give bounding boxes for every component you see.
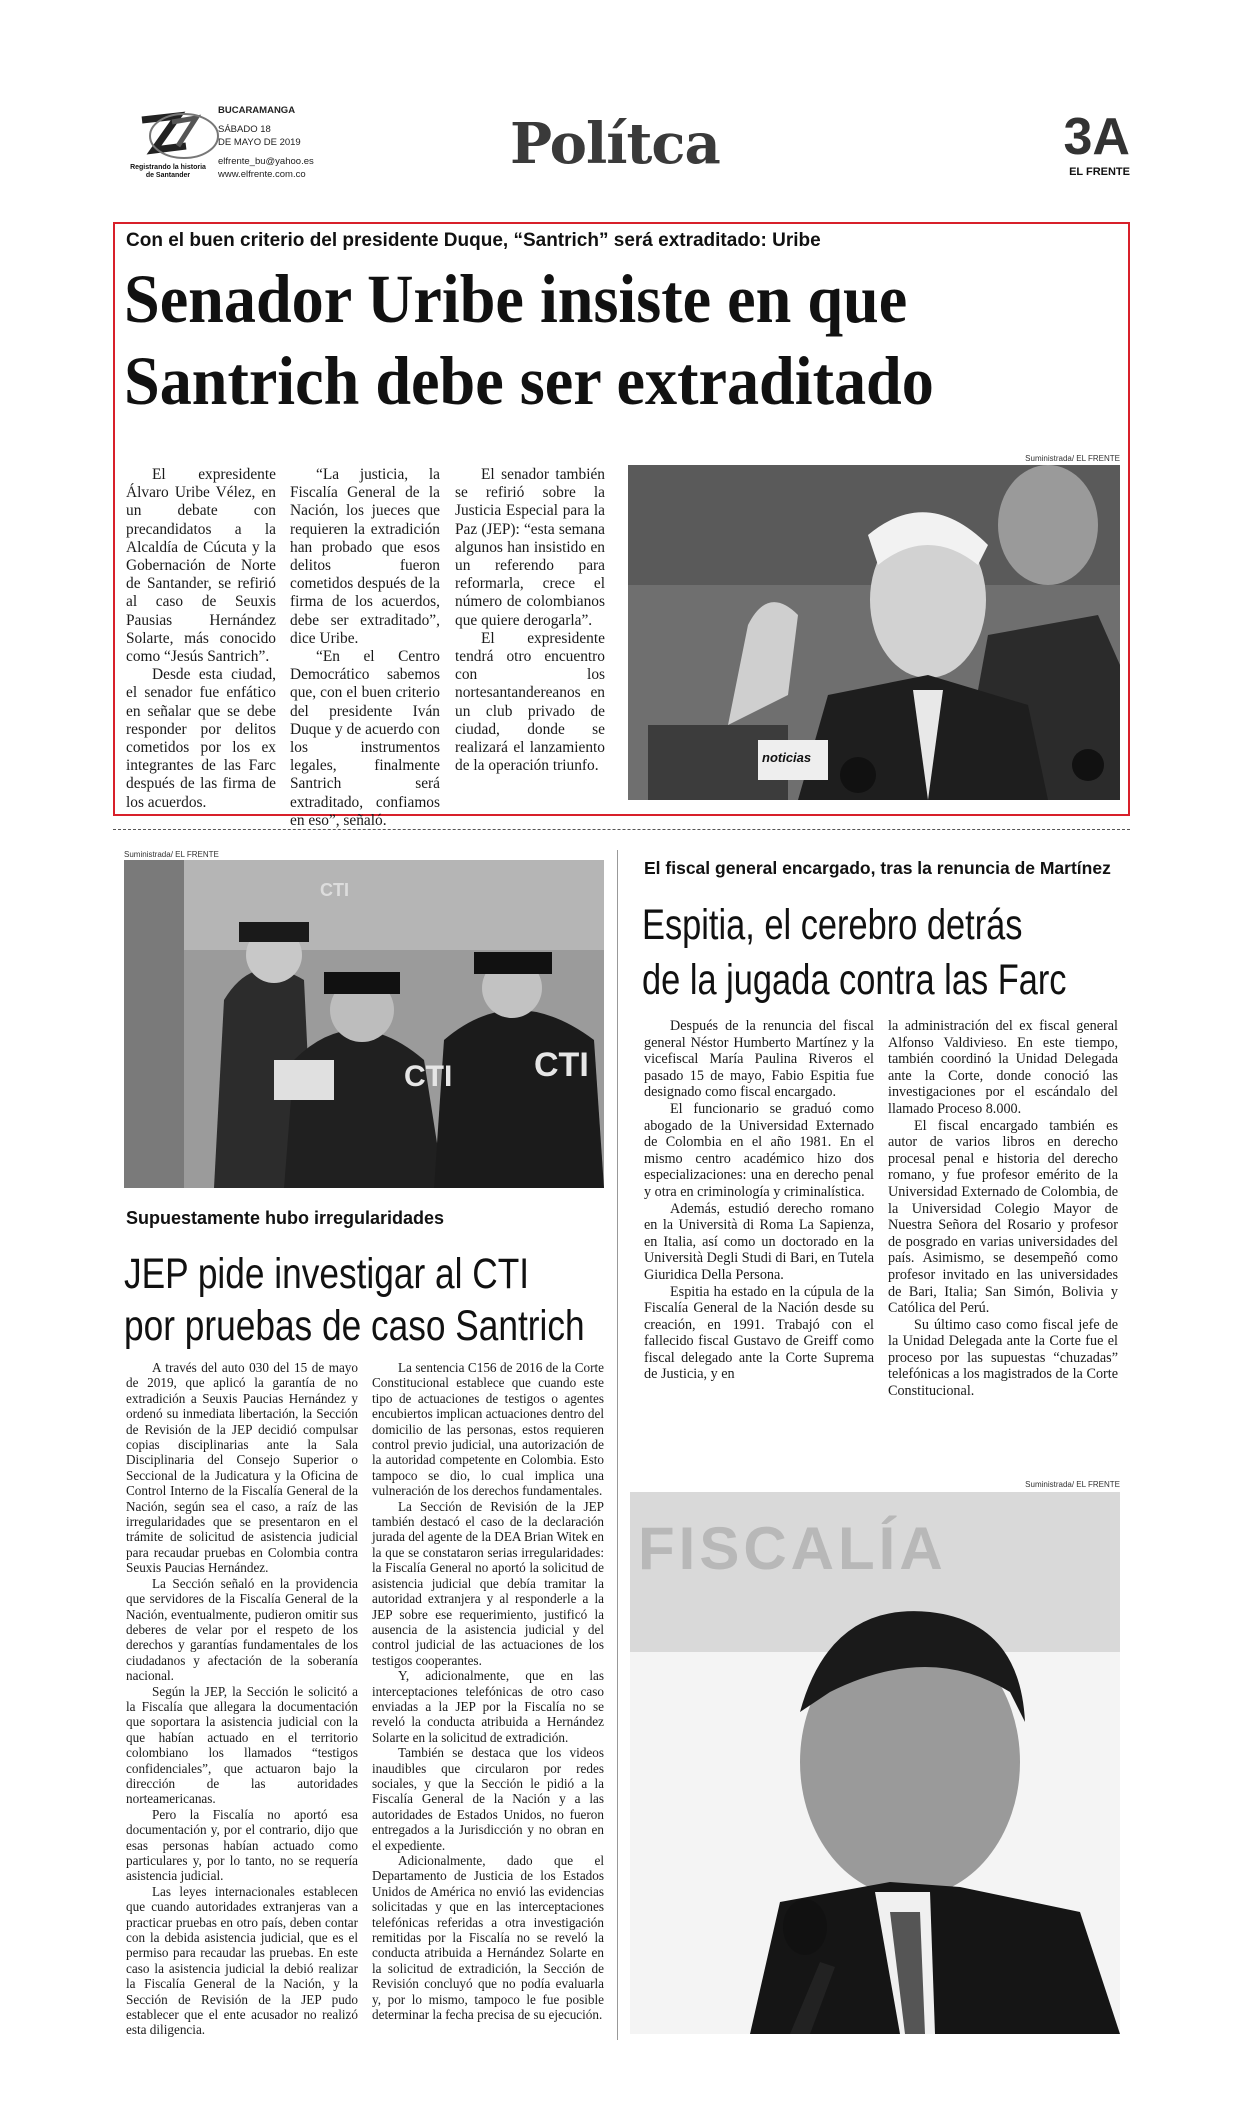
espitia-headline-line-1: Espitia, el cerebro detrás	[642, 901, 1023, 949]
cti-photo-credit: Suministrada/ EL FRENTE	[124, 850, 219, 859]
cti-col1-paragraph: Las leyes internacionales establecen que cuando autoridades extranjeras van a practicar pruebas en otro país, deben contar con la debida asistencia judicial, que es el permiso para recaudar las pruebas. En este caso la asistencia judicial la debió realizar la Fiscalía General de la Nación, y la Sección de Revisión de la JEP pudo establecer que el ente acusador no realizó esta diligencia.	[126, 1883, 358, 2038]
espitia-col2-paragraph: la administración del ex fiscal general Alfonso Valdivieso. En este tiempo, también coordinó la Unidad Delegada ante la Corte, donde conoció las investigaciones por el escándalo del llamado Proceso 8.000.	[888, 1018, 1118, 1117]
espitia-column-1	[644, 1018, 874, 1383]
cti-kicker: Supuestamente hubo irregularidades	[126, 1208, 445, 1228]
cti-agents-photo-icon	[124, 860, 604, 1188]
lead-photo-credit: Suministrada/ EL FRENTE	[1025, 454, 1120, 463]
date-line-2: DE MAYO DE 2019	[218, 137, 301, 148]
espitia-headline	[642, 898, 1067, 1008]
cti-col2-paragraph: La sentencia C156 de 2016 de la Corte Constitucional establece que cuando este tipo de actuaciones de testigos o agentes encubiertos implican actuaciones dentro del domicilio de las personas, estos requieren control previo judicial, una autorización de la autoridad competente en Colombia. Esto tampoco se dio, lo cual implica una vulneración de los derechos fundamentales.	[372, 1360, 604, 1499]
lead-col3-paragraph: El expresidente tendrá otro encuentro con los nortesantandereanos en un club privado de ciudad, donde se realizará el lanzamiento de la operación triunfo.	[455, 629, 605, 775]
cti-col1-paragraph: Pero la Fiscalía no aportó esa documentación y, por el contrario, dijo que esas personas habían actuado como particulares y, por lo tanto, no se requería asistencia judicial.	[126, 1806, 358, 1884]
masthead-info	[218, 104, 398, 181]
logo-mark-icon	[132, 106, 222, 164]
web-link[interactable]: www.elfrente.com.co	[218, 169, 306, 180]
lead-col2-paragraph: “En el Centro Democrático sabemos que, con el buen criterio del presidente Iván Duque y de acuerdo con los instrumentos legales, finalmente Santrich será extraditado, confiamos en eso”, señaló.	[290, 648, 440, 829]
page-number: 3A	[1063, 108, 1130, 166]
espitia-col2-paragraph: Su último caso como fiscal jefe de la Unidad Delegada ante la Corte fue el proceso por las supuestas “chuzadas” telefónicas a los magistrados de la Corte Constitucional.	[888, 1316, 1118, 1400]
lead-col2-paragraph: “La justicia, la Fiscalía General de la Nación, los jueces que requieren la extradición han probado que esos delitos fueron cometidos después de la firma de los acuerdos, debe ser extraditado”, dice Uribe.	[290, 466, 440, 647]
lead-column-1	[126, 466, 276, 812]
uribe-photo-icon	[628, 465, 1120, 800]
lead-kicker: Con el buen criterio del presidente Duque, “Santrich” será extraditado: Uribe	[126, 230, 821, 251]
cti-col1-paragraph: Según la JEP, la Sección le solicitó a la Fiscalía que allegara la documentación que soportara la asistencia judicial con la que habían actuado en el territorio colombiano los llamados “testigos confidenciales”, que actuaron bajo la dirección de las autoridades norteamericanas.	[126, 1683, 358, 1807]
email-link[interactable]: elfrente_bu@yahoo.es	[218, 156, 314, 167]
column-rule	[617, 850, 618, 2040]
cti-patch-3: CTI	[534, 1046, 589, 1084]
espitia-photo	[630, 1492, 1120, 2034]
lead-headline-line-1: Senador Uribe insiste en que	[124, 261, 908, 337]
masthead	[120, 100, 1132, 200]
cti-headline-line-2: por pruebas de caso Santrich	[124, 1302, 585, 1350]
cti-headline	[124, 1248, 585, 1352]
paper-name: EL FRENTE	[1069, 166, 1130, 178]
lead-column-3	[455, 466, 605, 775]
logo	[132, 106, 222, 164]
section-divider	[113, 829, 1130, 830]
lead-headline	[124, 258, 1054, 422]
cti-photo	[124, 860, 604, 1188]
cti-col1-paragraph: A través del auto 030 del 15 de mayo de 2019, que aplicó la garantía de no extradición a Seuxis Paucias Hernández y ordenó su inmediata libertación, la Sección de Revisión de la JEP decidió compulsar copias disciplinarias ante la Sala Disciplinaria del Consejo Superior o Seccional de la Judicatura y la Oficina de Control Interno de la Fiscalía General de la Nación, según sea el caso, a raíz de las irregularidades que se presentaron en el trámite de solicitud de asistencia judicial para recaudar pruebas en Colombia contra Seuxis Paucias Hernández.	[126, 1360, 358, 1576]
espitia-photo-backdrop: FISCALÍA	[638, 1515, 947, 1582]
espitia-kicker: El fiscal general encargado, tras la renuncia de Martínez	[644, 858, 1111, 878]
city-label: BUCARAMANGA	[218, 105, 296, 116]
cti-col2-paragraph: Adicionalmente, dado que el Departamento de Justicia de los Estados Unidos de América no envió las evidencias solicitadas y que en las interceptaciones telefónicas referidas a otra investigación remitidas por la Fiscalía no se reveló la conducta atribuida a Hernández Solarte en la solicitud de extradición, la Sección de Revisión concluyó que no podía evaluarla y, por lo mismo, tampoco le fue posible determinar la fecha precisa de su ejecución.	[372, 1853, 604, 2023]
espitia-column-2	[888, 1018, 1118, 1400]
lead-column-2	[290, 466, 440, 830]
cti-col2-paragraph: Y, adicionalmente, que en las interceptaciones telefónicas de otro caso enviadas a la JEP por la Fiscalía no se reveló la conducta atribuida a Hernández Solarte en la solicitud de extradición.	[372, 1668, 604, 1745]
cti-col2-paragraph: La Sección de Revisión de la JEP también destacó el caso de la declaración jurada del agente de la DEA Brian Witek en la que se constataron serias irregularidades: la Fiscalía General no aportó la solicitud de asistencia judicial que debía tramitar la autoridad extranjera y al responderle a la JEP sobre ese requerimiento, justificó la ausencia de la asistencia judicial y del control judicial de las actuaciones de los testigos cooperantes.	[372, 1498, 604, 1668]
logo-tagline: Registrando la historia de Santander	[130, 164, 206, 179]
cti-column-2	[372, 1360, 604, 2022]
cti-col2-paragraph: También se destaca que los videos inaudibles que circularon por redes sociales, y que la Sección le pidió a la Fiscalía General de la Nación y a las autoridades de Estados Unidos, no fueron entregados a la Jurisdicción y no obran en el expediente.	[372, 1745, 604, 1853]
lead-col3-paragraph: El senador también se refirió sobre la Justicia Especial para la Paz (JEP): “esta semana algunos han insistido en un referendo para reformarla, crece el número de colombianos que quiere derogarla”.	[455, 466, 605, 629]
cti-col1-paragraph: La Sección señaló en la providencia que servidores de la Fiscalía General de la Nación, eventualmente, pudieron omitir sus deberes de velar por el respeto de los derechos y garantías fundamentales de los ciudadanos y afectación de la soberanía nacional.	[126, 1575, 358, 1684]
section-title: Polítca	[510, 111, 720, 177]
espitia-headline-line-2: de la jugada contra las Farc	[642, 956, 1067, 1004]
lead-headline-line-2: Santrich debe ser extraditado	[124, 343, 934, 419]
lead-col1-paragraph: El expresidente Álvaro Uribe Vélez, en un debate con precandidatos a la Alcaldía de Cúcuta y la Gobernación de Norte de Santander, se refirió al caso de Seuxis Pausias Hernández Solarte, más conocido como “Jesús Santrich”.	[126, 466, 276, 666]
cti-column-1	[126, 1360, 358, 2038]
cti-patch-2: CTI	[404, 1060, 453, 1093]
mic-label: noticias	[762, 750, 812, 765]
cti-patch-1: CTI	[320, 880, 349, 900]
espitia-col1-paragraph: El funcionario se graduó como abogado de la Universidad Externado de Colombia en el año 1981. En el mismo centro académico hizo dos especializaciones: una en derecho penal y otra en criminología y criminalística.	[644, 1100, 874, 1200]
date-line-1: SÁBADO 18	[218, 124, 271, 135]
cti-headline-line-1: JEP pide investigar al CTI	[124, 1250, 530, 1298]
lead-col1-paragraph: Desde esta ciudad, el senador fue enfático en señalar que se debe responder por delitos cometidos por los ex integrantes de las Farc después de las firma de los acuerdos.	[126, 666, 276, 811]
espitia-col1-paragraph: Además, estudió derecho romano en la Università di Roma La Sapienza, en Italia, así como un doctorado en la Università Degli Studi di Bari, en Tutela Giuridica Della Persona.	[644, 1200, 874, 1283]
lead-photo	[628, 465, 1120, 800]
espitia-col1-paragraph: Después de la renuncia del fiscal general Néstor Humberto Martínez y la vicefiscal María Paulina Riveros el pasado 15 de mayo, Fabio Espitia fue designado como fiscal encargado.	[644, 1018, 874, 1101]
espitia-col2-paragraph: El fiscal encargado también es autor de varios libros en derecho procesal penal e historia del derecho romano, y fue profesor emérito de la Universidad Externado de Colombia, de la Universidad Colegio Mayor de Nuestra Señora del Rosario y profesor de posgrado en varias universidades del país. Asimismo, se desempeñó como profesor invitado en las universidades de Bari, Italia; San Simón, Bolivia y Católica del Perú.	[888, 1117, 1118, 1317]
espitia-photo-credit: Suministrada/ EL FRENTE	[1025, 1480, 1120, 1489]
espitia-col1-paragraph: Espitia ha estado en la cúpula de la Fiscalía General de la Nación desde su creación, en 1991. Trabajó con el fallecido fiscal Gustavo de Greiff como fiscal delegado ante la Corte Suprema de Justicia, y en	[644, 1283, 874, 1383]
